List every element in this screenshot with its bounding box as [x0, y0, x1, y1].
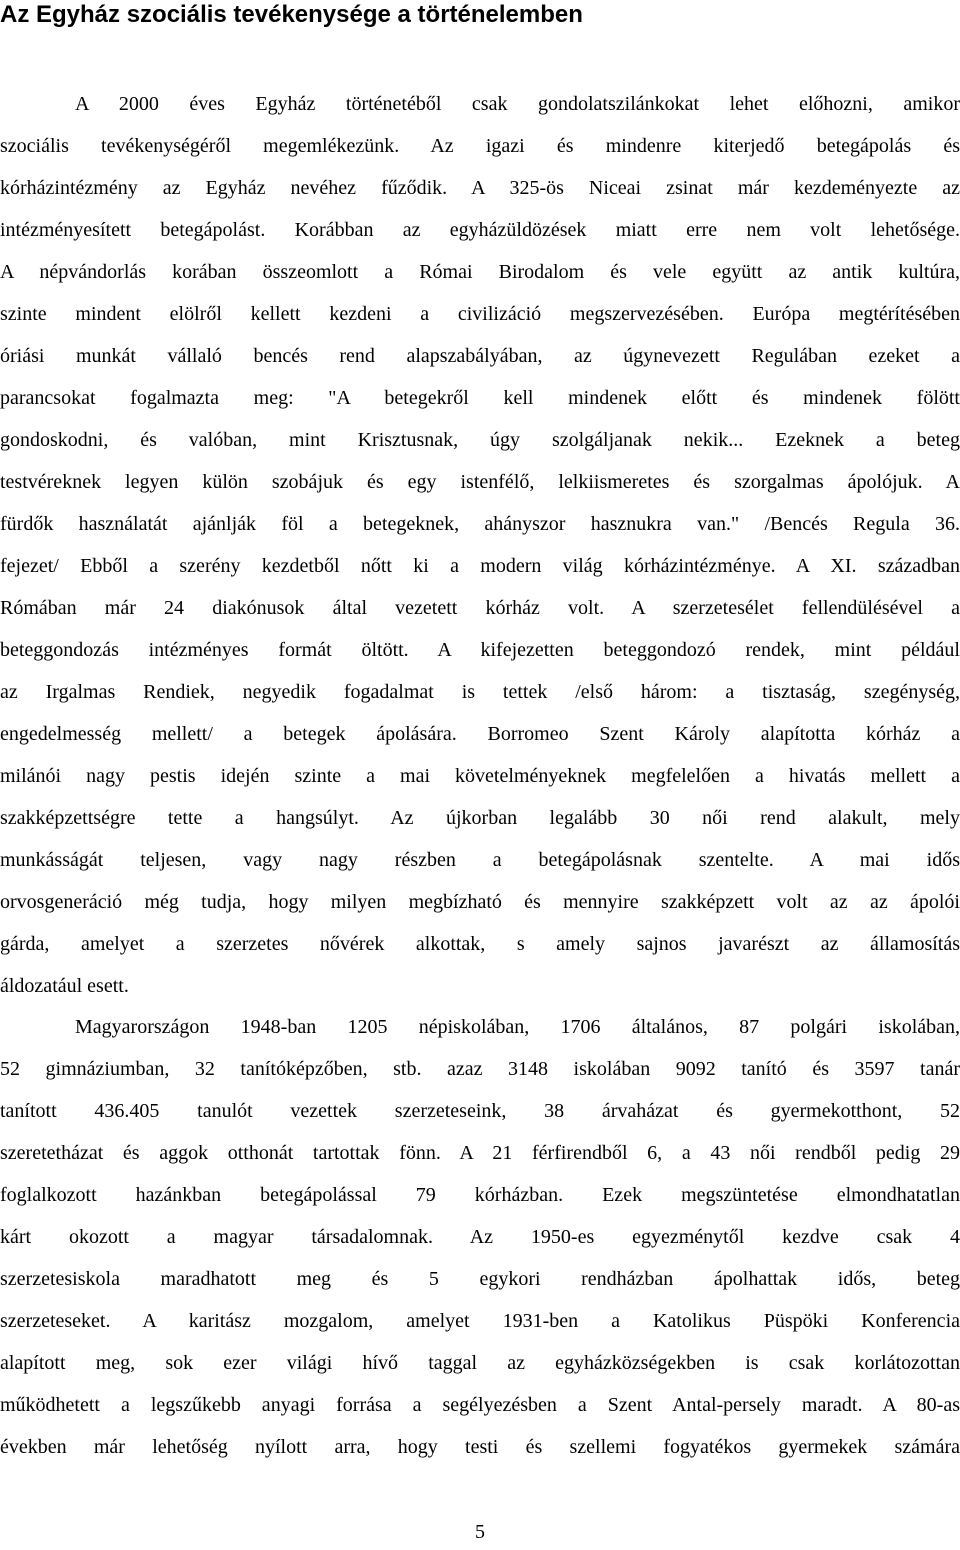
paragraph-line: orvosgeneráció még tudja, hogy milyen megbízható és mennyire szakképzett volt az az ápolói [0, 891, 960, 913]
paragraph-line: kárt okozott a magyar társadalomnak. Az 1950-es egyezménytől kezdve csak 4 [0, 1226, 960, 1248]
paragraph-line: szinte mindent elölről kellett kezdeni a civilizáció megszervezésében. Európa megtérítésében [0, 303, 960, 325]
paragraph-line: parancsokat fogalmazta meg: "A betegekről kell mindenek előtt és mindenek fölött [0, 387, 960, 409]
paragraph-line: működhetett a legszűkebb anyagi forrása a segélyezésben a Szent Antal-persely maradt. A 80-as [0, 1394, 960, 1416]
paragraph-line: beteggondozás intézményes formát öltött. A kifejezetten beteggondozó rendek, mint például [0, 639, 960, 661]
paragraph-line: óriási munkát vállaló bencés rend alapszabályában, az úgynevezett Regulában ezeket a [0, 345, 960, 367]
paragraph-line: szerzeteseket. A karitász mozgalom, amelyet 1931-ben a Katolikus Püspöki Konferencia [0, 1310, 960, 1332]
paragraph-line: tanított 436.405 tanulót vezettek szerzeteseink, 38 árvaházat és gyermekotthont, 52 [0, 1100, 960, 1122]
paragraph-line: szociális tevékenységéről megemlékezünk. Az igazi és mindenre kiterjedő betegápolás és [0, 135, 960, 157]
paragraph-line: áldozatául esett. [0, 975, 129, 997]
page-title: Az Egyház szociális tevékenysége a történelemben [0, 1, 583, 28]
paragraph-line: szerzetesiskola maradhatott meg és 5 egykori rendházban ápolhattak idős, beteg [0, 1268, 960, 1290]
page-number: 5 [475, 1521, 485, 1543]
paragraph-line: intézményesített betegápolást. Korábban az egyházüldözések miatt erre nem volt lehetősége. [0, 219, 960, 241]
paragraph-line: 52 gimnáziumban, 32 tanítóképzőben, stb. azaz 3148 iskolában 9092 tanító és 3597 tanár [0, 1058, 960, 1080]
paragraph-line: testvéreknek legyen külön szobájuk és egy istenfélő, lelkiismeretes és szorgalmas ápolójuk. A [0, 471, 960, 493]
paragraph-line: években már lehetőség nyílott arra, hogy testi és szellemi fogyatékos gyermekek számára [0, 1436, 960, 1458]
paragraph-line: munkásságát teljesen, vagy nagy részben a betegápolásnak szentelte. A mai idős [0, 849, 960, 871]
paragraph-line: alapított meg, sok ezer világi hívő taggal az egyházközségekben is csak korlátozottan [0, 1352, 960, 1374]
paragraph-line: milánói nagy pestis idején szinte a mai követelményeknek megfelelően a hivatás mellett a [0, 765, 960, 787]
paragraph-line: gondoskodni, és valóban, mint Krisztusnak, úgy szolgáljanak nekik... Ezeknek a beteg [0, 429, 960, 451]
paragraph-line: A népvándorlás korában összeomlott a Római Birodalom és vele együtt az antik kultúra, [0, 261, 960, 283]
paragraph-line: szeretetházat és aggok otthonát tartottak fönn. A 21 férfirendből 6, a 43 női rendből pedig 29 [0, 1142, 960, 1164]
paragraph-line: szakképzettségre tette a hangsúlyt. Az újkorban legalább 30 női rend alakult, mely [0, 807, 960, 829]
paragraph-1 [0, 83, 960, 1007]
paragraph-line: engedelmesség mellett/ a betegek ápolására. Borromeo Szent Károly alapította kórház a [0, 723, 960, 745]
paragraph-line: A 2000 éves Egyház történetéből csak gondolatszilánkokat lehet előhozni, amikor [75, 93, 960, 115]
paragraph-line: Magyarországon 1948-ban 1205 népiskolában, 1706 általános, 87 polgári iskolában, [75, 1016, 960, 1038]
paragraph-line: fürdők használatát ajánlják föl a betegeknek, ahányszor hasznukra van." /Bencés Regula 36. [0, 513, 960, 535]
paragraph-line: foglalkozott hazánkban betegápolással 79 kórházban. Ezek megszüntetése elmondhatatlan [0, 1184, 960, 1206]
paragraph-line: kórházintézmény az Egyház nevéhez fűződik. A 325-ös Niceai zsinat már kezdeményezte az [0, 177, 960, 199]
paragraph-line: Rómában már 24 diakónusok által vezetett kórház volt. A szerzetesélet fellendülésével a [0, 597, 960, 619]
paragraph-line: gárda, amelyet a szerzetes nővérek alkottak, s amely sajnos javarészt az államosítás [0, 933, 960, 955]
paragraph-line: fejezet/ Ebből a szerény kezdetből nőtt ki a modern világ kórházintézménye. A XI. században [0, 555, 960, 577]
paragraph-2 [0, 1006, 960, 1468]
paragraph-line: az Irgalmas Rendiek, negyedik fogadalmat is tettek /első három: a tisztaság, szegénység, [0, 681, 960, 703]
